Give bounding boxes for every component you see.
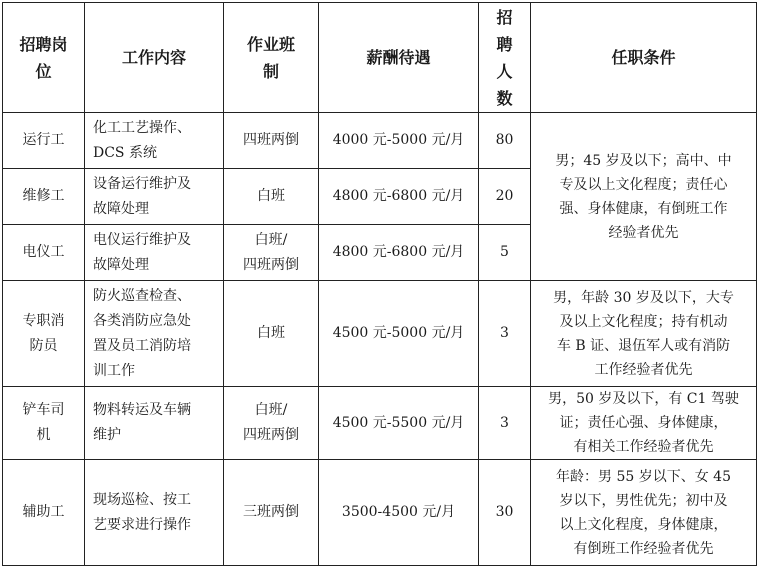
cell-requirements-firefighter: 男，年龄 30 岁及以下，大专 及以上文化程度；持有机动 车 B 证、退伍军人或有消防 工作经验者优先 [531, 281, 757, 387]
cell-salary: 4500 元-5000 元/月 [319, 281, 479, 387]
cell-salary: 4800 元-6800 元/月 [319, 225, 479, 281]
header-shift: 作业班 制 [224, 3, 319, 113]
cell-position: 专职消 防员 [3, 281, 85, 387]
header-content: 工作内容 [85, 3, 224, 113]
header-requirements: 任职条件 [531, 3, 757, 113]
table-row [3, 460, 757, 566]
cell-content: 化工工艺操作、 DCS 系统 [85, 113, 224, 169]
cell-count: 20 [479, 169, 531, 225]
table-row [3, 281, 757, 387]
cell-position: 维修工 [3, 169, 85, 225]
cell-shift: 四班两倒 [224, 113, 319, 169]
header-salary: 薪酬待遇 [319, 3, 479, 113]
cell-shift: 白班 [224, 169, 319, 225]
cell-position: 运行工 [3, 113, 85, 169]
cell-salary: 3500-4500 元/月 [319, 460, 479, 566]
header-position: 招聘岗 位 [3, 3, 85, 113]
cell-content: 设备运行维护及 故障处理 [85, 169, 224, 225]
cell-content: 现场巡检、按工 艺要求进行操作 [85, 460, 224, 566]
header-count: 招 聘 人 数 [479, 3, 531, 113]
cell-salary: 4500 元-5500 元/月 [319, 387, 479, 460]
cell-content: 防火巡查检查、 各类消防应急处 置及员工消防培 训工作 [85, 281, 224, 387]
cell-shift: 白班/ 四班两倒 [224, 225, 319, 281]
cell-requirements-assistant: 年龄：男 55 岁以下、女 45 岁以下，男性优先；初中及 以上文化程度，身体健康， 有倒班工作经验者优先 [531, 460, 757, 566]
cell-requirements-forklift: 男，50 岁及以下，有 C1 驾驶 证；责任心强、身体健康， 有相关工作经验者优先 [531, 387, 757, 460]
cell-count: 30 [479, 460, 531, 566]
cell-count: 80 [479, 113, 531, 169]
cell-shift: 白班 [224, 281, 319, 387]
recruitment-table-wrapper [2, 2, 757, 566]
cell-count: 3 [479, 387, 531, 460]
cell-count: 5 [479, 225, 531, 281]
cell-count: 3 [479, 281, 531, 387]
cell-content: 物料转运及车辆 维护 [85, 387, 224, 460]
table-row [3, 387, 757, 460]
cell-position: 辅助工 [3, 460, 85, 566]
cell-salary: 4000 元-5000 元/月 [319, 113, 479, 169]
cell-content: 电仪运行维护及 故障处理 [85, 225, 224, 281]
recruitment-table [2, 2, 757, 566]
header-row [3, 3, 757, 113]
cell-salary: 4800 元-6800 元/月 [319, 169, 479, 225]
table-row [3, 113, 757, 169]
cell-position: 电仪工 [3, 225, 85, 281]
cell-requirements-general: 男；45 岁及以下；高中、中 专及以上文化程度；责任心 强、身体健康，有倒班工作 经验者优先 [531, 113, 757, 281]
cell-shift: 三班两倒 [224, 460, 319, 566]
cell-shift: 白班/ 四班两倒 [224, 387, 319, 460]
cell-position: 铲车司 机 [3, 387, 85, 460]
